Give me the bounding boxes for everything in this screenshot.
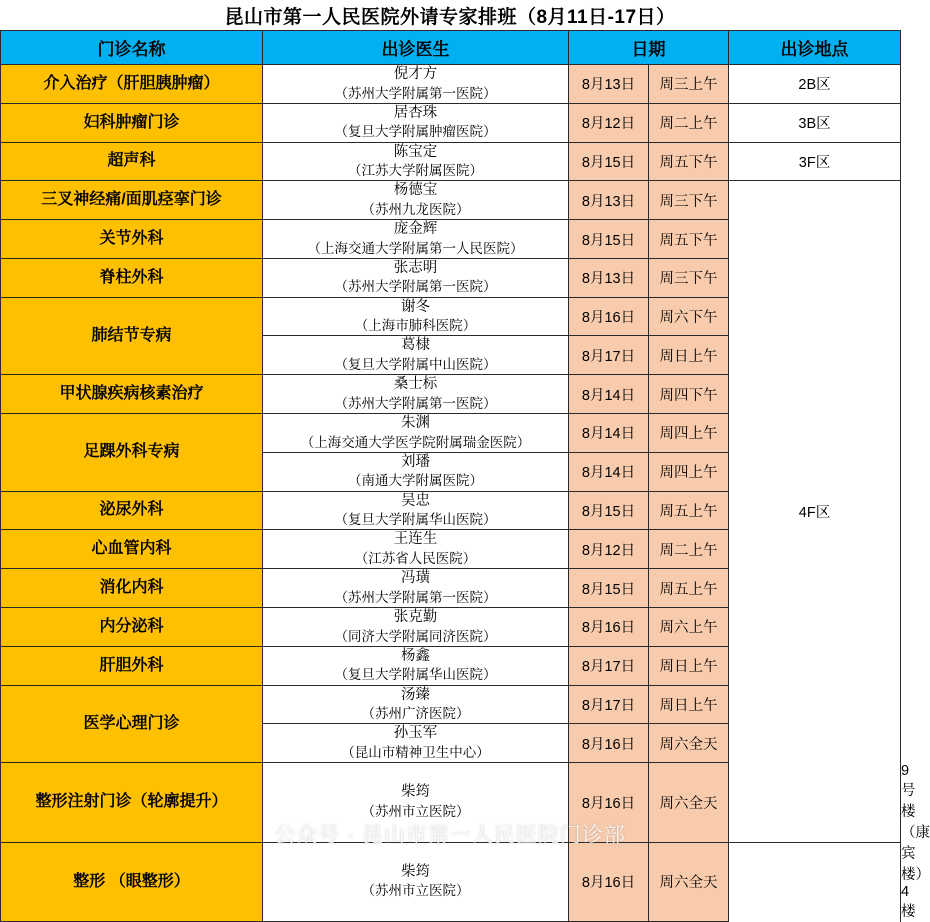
doctor-name: 朱渊 (401, 415, 430, 432)
date-cell: 8月14日 (569, 452, 649, 491)
doctor-hospital: （上海交通大学医学院附属瑞金医院） (300, 434, 531, 450)
date-cell: 8月17日 (569, 685, 649, 724)
date-cell: 8月13日 (569, 181, 649, 220)
doctor-cell (263, 530, 569, 569)
doctor-name: 桑士标 (393, 376, 438, 393)
date-cell: 8月16日 (569, 297, 649, 336)
date-cell: 8月14日 (569, 375, 649, 414)
department-cell: 整形 （眼整形） (1, 842, 263, 922)
doctor-name: 杨德宝 (393, 182, 438, 199)
date-cell: 8月12日 (569, 103, 649, 142)
date-cell: 8月16日 (569, 724, 649, 763)
weekday-cell: 周日上午 (649, 685, 729, 724)
weekday-cell: 周三上午 (649, 65, 729, 104)
weekday-cell: 周五上午 (649, 491, 729, 530)
department-cell: 医学心理门诊 (1, 685, 263, 763)
doctor-cell (263, 220, 569, 259)
doctor-cell (263, 258, 569, 297)
weekday-cell: 周日上午 (649, 646, 729, 685)
column-header-doctor: 出诊医生 (263, 31, 569, 65)
doctor-cell (263, 414, 569, 453)
date-cell: 8月15日 (569, 491, 649, 530)
department-cell: 肺结节专病 (1, 297, 263, 375)
location-cell: 4F区 (729, 181, 901, 842)
doctor-hospital: （南通大学附属医院） (348, 473, 483, 489)
date-cell: 8月13日 (569, 65, 649, 104)
doctor-name: 冯璜 (401, 570, 430, 587)
doctor-name: 吴忠 (401, 492, 430, 509)
weekday-cell: 周二上午 (649, 530, 729, 569)
table-row (1, 103, 901, 142)
doctor-name: 柴筠 (401, 784, 430, 801)
doctor-hospital: （上海市肺科医院） (354, 318, 477, 334)
table-row (1, 142, 901, 181)
doctor-hospital: （苏州大学附属第一医院） (334, 589, 497, 605)
doctor-hospital: （同济大学附属同济医院） (334, 628, 497, 644)
date-cell: 8月16日 (569, 763, 649, 843)
date-cell: 8月17日 (569, 336, 649, 375)
doctor-hospital: （复旦大学附属华山医院） (334, 667, 497, 683)
table-row: 整形注射门诊（轮廓提升） 柴筠 （苏州市立医院） 8月16日 周六全天 9号楼（康宾楼）4楼 (1, 763, 901, 843)
weekday-cell: 周六下午 (649, 297, 729, 336)
column-header-department: 门诊名称 (1, 31, 263, 65)
doctor-cell (263, 181, 569, 220)
department-cell: 超声科 (1, 142, 263, 181)
table-row (1, 65, 901, 104)
weekday-cell: 周二上午 (649, 103, 729, 142)
date-cell: 8月15日 (569, 142, 649, 181)
weekday-cell: 周五下午 (649, 220, 729, 259)
date-cell: 8月12日 (569, 530, 649, 569)
doctor-hospital: （昆山市精神卫生中心） (341, 744, 490, 760)
weekday-cell: 周六全天 (649, 842, 729, 922)
weekday-cell: 周六全天 (649, 763, 729, 843)
weekday-cell: 周五下午 (649, 142, 729, 181)
doctor-cell (263, 452, 569, 491)
department-cell: 心血管内科 (1, 530, 263, 569)
doctor-name: 张志明 (393, 259, 438, 276)
weekday-cell: 周三下午 (649, 181, 729, 220)
doctor-name: 葛棣 (401, 337, 430, 354)
weekday-cell: 周日上午 (649, 336, 729, 375)
doctor-hospital: （复旦大学附属中山医院） (334, 357, 497, 373)
table-header (1, 31, 901, 65)
doctor-name: 庞金辉 (393, 221, 438, 238)
department-cell: 脊柱外科 (1, 258, 263, 297)
date-cell: 8月17日 (569, 646, 649, 685)
doctor-name: 孙玉军 (393, 725, 438, 742)
doctor-cell (263, 607, 569, 646)
date-cell: 8月15日 (569, 569, 649, 608)
department-cell: 肝胆外科 (1, 646, 263, 685)
doctor-hospital: （江苏大学附属医院） (348, 163, 483, 179)
weekday-cell: 周五上午 (649, 569, 729, 608)
doctor-cell (263, 65, 569, 104)
weekday-cell: 周四上午 (649, 414, 729, 453)
doctor-cell (263, 336, 569, 375)
doctor-cell (263, 297, 569, 336)
doctor-hospital: （上海交通大学附属第一人民医院） (307, 240, 524, 256)
department-cell: 关节外科 (1, 220, 263, 259)
doctor-hospital: （苏州大学附属第一医院） (334, 85, 497, 101)
doctor-cell (263, 103, 569, 142)
doctor-hospital: （苏州大学附属第一医院） (334, 279, 497, 295)
date-cell: 8月13日 (569, 258, 649, 297)
date-cell: 8月16日 (569, 607, 649, 646)
table-row (1, 181, 901, 220)
page-title-text: 昆山市第一人民医院外请专家排班（8月11日-17日） (224, 6, 676, 28)
page-title (0, 0, 900, 30)
date-cell: 8月14日 (569, 414, 649, 453)
department-cell: 妇科肿瘤门诊 (1, 103, 263, 142)
table-row (1, 842, 901, 922)
doctor-cell (263, 142, 569, 181)
doctor-cell (263, 724, 569, 763)
department-cell: 足踝外科专病 (1, 414, 263, 492)
department-cell: 甲状腺疾病核素治疗 (1, 375, 263, 414)
doctor-cell (263, 375, 569, 414)
doctor-name: 陈宝定 (393, 143, 438, 160)
doctor-hospital: （苏州大学附属第一医院） (334, 395, 497, 411)
doctor-name: 刘璠 (401, 453, 430, 470)
schedule-table (0, 30, 930, 922)
doctor-hospital: （复旦大学附属华山医院） (334, 512, 497, 528)
doctor-name: 柴筠 (401, 863, 430, 880)
date-cell: 8月15日 (569, 220, 649, 259)
date-cell: 8月16日 (569, 842, 649, 922)
doctor-name: 汤臻 (401, 686, 430, 703)
doctor-name: 王连生 (393, 531, 438, 548)
location-cell: 3B区 (729, 103, 901, 142)
doctor-hospital: （苏州广济医院） (361, 706, 470, 722)
doctor-name: 倪才方 (393, 66, 438, 82)
column-header-location: 出诊地点 (729, 31, 901, 65)
doctor-cell (263, 491, 569, 530)
table-body (1, 65, 930, 922)
doctor-name: 居杏珠 (393, 104, 438, 121)
doctor-hospital: （江苏省人民医院） (354, 550, 477, 566)
doctor-hospital: （苏州九龙医院） (361, 201, 470, 217)
doctor-cell (263, 685, 569, 724)
table-header-row (1, 31, 901, 65)
weekday-cell: 周四下午 (649, 375, 729, 414)
doctor-hospital: （苏州市立医院） (361, 803, 470, 819)
department-cell: 介入治疗（肝胆胰肿瘤） (1, 65, 263, 104)
weekday-cell: 周三下午 (649, 258, 729, 297)
department-cell: 三叉神经痛/面肌痉挛门诊 (1, 181, 263, 220)
doctor-name: 张克勤 (393, 608, 438, 625)
doctor-name: 杨鑫 (401, 647, 430, 664)
watermark: 公众号 · 昆山市第一人民医院门诊部 (274, 824, 626, 847)
weekday-cell: 周四上午 (649, 452, 729, 491)
doctor-cell (263, 646, 569, 685)
weekday-cell: 周六全天 (649, 724, 729, 763)
doctor-hospital: （苏州市立医院） (361, 883, 470, 899)
department-cell: 消化内科 (1, 569, 263, 608)
department-cell: 内分泌科 (1, 607, 263, 646)
doctor-cell (263, 842, 569, 922)
doctor-hospital: （复旦大学附属肿瘤医院） (334, 124, 497, 140)
doctor-name: 谢冬 (401, 298, 430, 315)
location-cell: 3F区 (729, 142, 901, 181)
doctor-cell (263, 763, 569, 843)
column-header-date: 日期 (569, 31, 729, 65)
location-cell: 2B区 (729, 65, 901, 104)
doctor-cell (263, 569, 569, 608)
department-cell: 泌尿外科 (1, 491, 263, 530)
weekday-cell: 周六上午 (649, 607, 729, 646)
department-cell: 整形注射门诊（轮廓提升） (1, 763, 263, 843)
